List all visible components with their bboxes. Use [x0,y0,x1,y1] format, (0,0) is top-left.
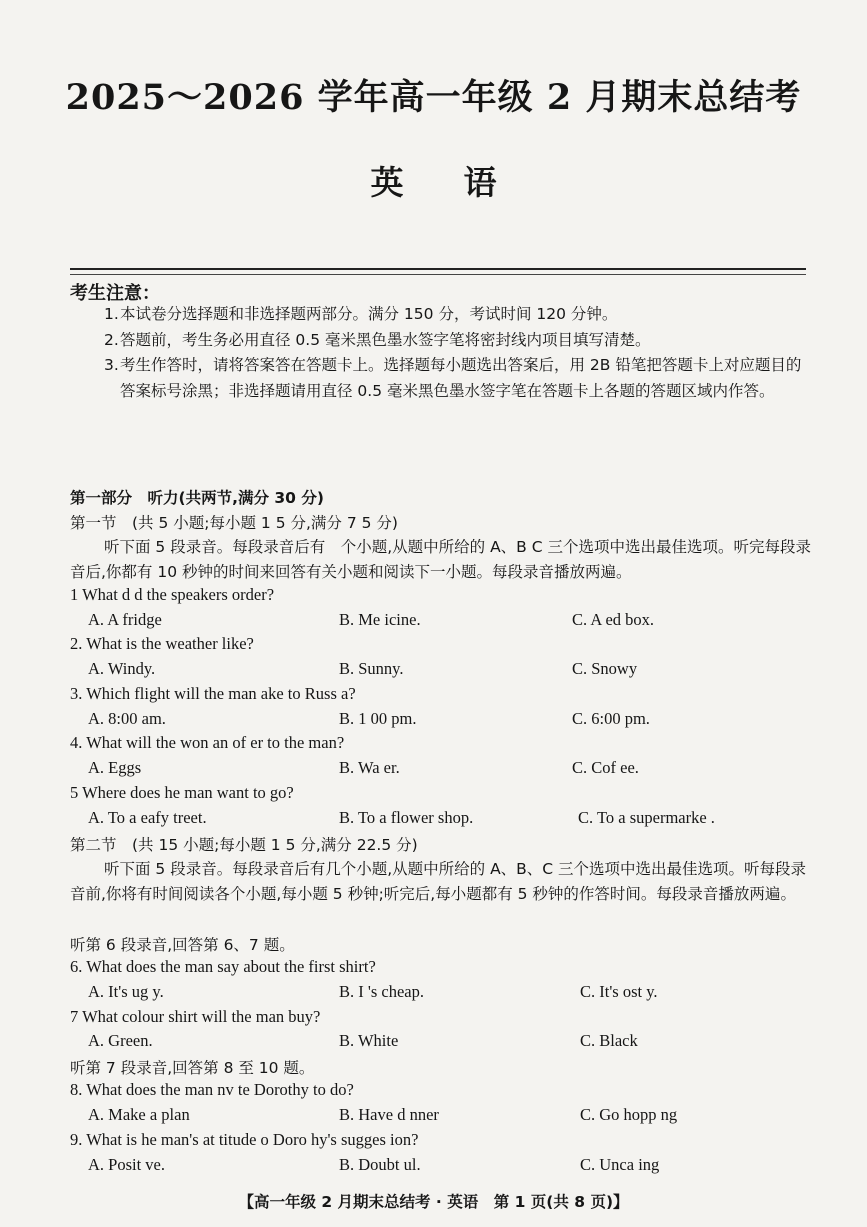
notice-item [104,352,816,404]
section2-instructions: 听下面 5 段录音。每段录音后有几个小题,从题中所给的 A、B、C 三个选项中选出最佳选项。听每段录音前,你将有时间阅读各个小题,每小题 5 秒钟;听完后,每小题都有 5 秒钟的作答时间。每段录音播放两遍。 [70,860,807,903]
option-b: B. Sunny. [339,659,404,678]
option-b: B. White [339,1031,399,1050]
subject-title: 英语 [370,163,557,202]
question-stem: 6. What does the man say about the first shirt? [70,957,376,976]
option-b: B. Doubt ul. [339,1155,421,1174]
option-c: C. It's ost y. [580,982,658,1001]
divider [70,274,806,275]
exam-title: 2025～2026 学年高一年级 2 月期末总结考 [65,77,802,118]
notice-text: 考生作答时，请将答案答在答题卡上。选择题每小题选出答案后，用 2B 铅笔把答题卡上对应题目的答案标号涂黑；非选择题请用直径 0.5 毫米黑色墨水签字笔在答题卡上各题的答题区域内作答。 [120,356,802,400]
notice-text: 本试卷分选择题和非选择题两部分。满分 150 分，考试时间 120 分钟。 [120,305,618,323]
option-a: A. Make a plan [88,1105,190,1124]
option-c: C. Go hopp ng [580,1105,678,1124]
option-c: C. 6:00 pm. [572,709,650,728]
part1-heading: 第一部分 听力(共两节,满分 30 分) [70,489,324,507]
option-c: C. A ed box. [572,610,655,629]
section1-instructions: 听下面 5 段录音。每段录音后有 个小题,从题中所给的 A、B C 三个选项中选出最佳选项。听完每段录音后,你都有 10 秒钟的时间来回答有关小题和阅读下一小题。每段录音播放两遍。 [70,538,811,581]
notice-number: 3. [104,356,119,374]
page-footer: 【高一年级 2 月期末总结考 · 英语 第 1 页(共 8 页)】 [238,1193,629,1211]
option-b: B. 1 00 pm. [339,709,417,728]
option-a: A. Green. [88,1031,153,1050]
dialog-instruction: 听第 7 段录音,回答第 8 至 10 题。 [70,1059,315,1077]
section1-heading: 第一节 (共 5 小题;每小题 1 5 分,满分 7 5 分) [70,514,398,532]
question-stem: 9. What is he man's at titude o Doro hy's sugges ion? [70,1130,419,1149]
question-stem: 2. What is the weather like? [70,634,254,653]
option-a: A. Eggs [88,758,142,777]
option-b: B. To a flower shop. [339,808,474,827]
notice-number: 1. [104,305,119,323]
section2-heading: 第二节 (共 15 小题;每小题 1 5 分,满分 22.5 分) [70,836,418,854]
option-c: C. Unca ing [580,1155,660,1174]
option-a: A. Windy. [88,659,156,678]
notice-heading: 考生注意： [70,283,160,304]
option-b: B. Me icine. [339,610,421,629]
notice-item [104,327,816,353]
notice-number: 2. [104,331,119,349]
question-stem: 5 Where does he man want to go? [70,783,294,802]
option-b: B. Wa er. [339,758,400,777]
option-a: A. A fridge [88,610,162,629]
question-stem: 1 What d d the speakers order? [70,585,275,604]
question-stem: 8. What does the man nv te Dorothy to do? [70,1080,354,1099]
dialog-instruction: 听第 6 段录音,回答第 6、7 题。 [70,936,295,954]
option-c: C. To a supermarke . [578,808,715,827]
option-a: A. It's ug y. [88,982,164,1001]
notice-text: 答题前，考生务必用直径 0.5 毫米黑色墨水签字笔将密封线内项目填写清楚。 [120,331,651,349]
divider [70,268,806,270]
question-stem: 4. What will the won an of er to the man? [70,733,345,752]
option-a: A. To a eafy treet. [88,808,207,827]
question-stem: 3. Which flight will the man ake to Russ a? [70,684,356,703]
option-b: B. Have d nner [339,1105,439,1124]
option-b: B. I 's cheap. [339,982,424,1001]
option-c: C. Cof ee. [572,758,639,777]
option-c: C. Snowy [572,659,638,678]
question-stem: 7 What colour shirt will the man buy? [70,1007,321,1026]
option-a: A. Posit ve. [88,1155,166,1174]
option-c: C. Black [580,1031,638,1050]
notice-item [104,301,816,327]
option-a: A. 8:00 am. [88,709,166,728]
